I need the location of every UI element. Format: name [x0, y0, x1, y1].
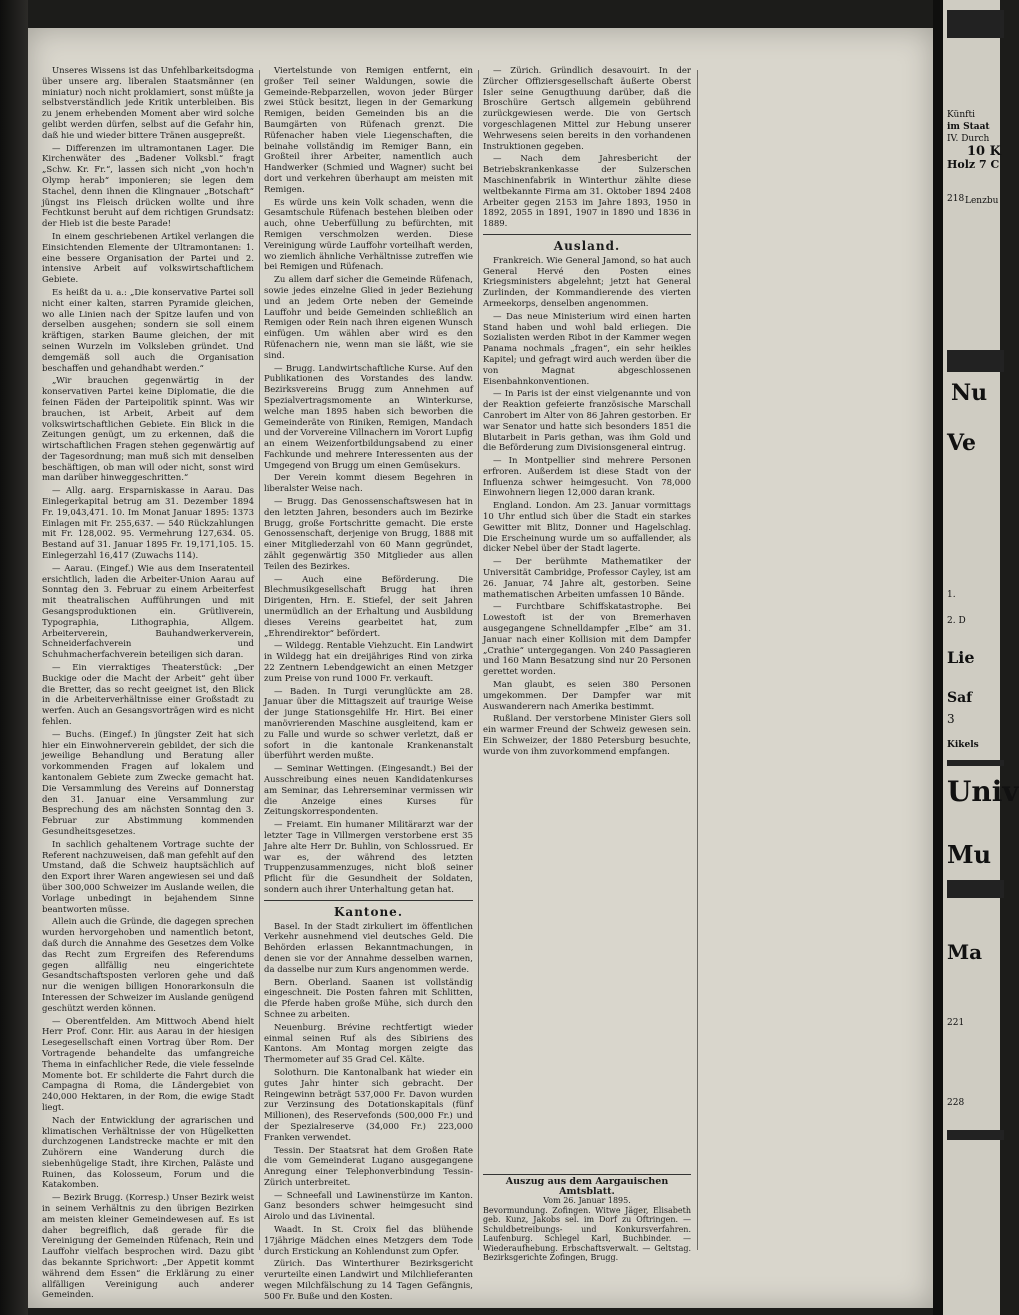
- ad-black-bar: [947, 880, 1004, 898]
- article-paragraph: Solothurn. Die Kantonalbank hat wieder ein gutes Jahr hinter sich gebracht. Der Reingewinn beträgt 537,000 Fr. Davon wurden zur Verzinsung des Dotationskapitals (fünf Millionen), des Reservefonds (500,000 Fr.) und der Spezialreserve (34,000 Fr.) 223,000 Franken verwendet.: [264, 1067, 473, 1143]
- article-paragraph: — Wildegg. Rentable Viehzucht. Ein Landwirt in Wildegg hat ein dreijähriges Rind von zirka 22 Zentnern Lebendgewicht an einen Metzger zum Preise von rund 1000 Fr. verkauft.: [264, 641, 473, 684]
- page-gutter: [933, 0, 943, 1315]
- strip-text: Künfti: [947, 110, 975, 120]
- article-paragraph: Der Verein kommt diesem Begehren in liberalster Weise nach.: [264, 473, 473, 495]
- article-paragraph: — Baden. In Turgi verunglückte am 28. Januar über die Mittagszeit auf traurige Weise der junge Stationsgehilfe Hr. Hirt. Bei einer manövrierenden Maschine ausgleitend, kam er zu Falle und wurde so schwer verletzt, daß er sofort in die kantonale Krankenanstalt überführt werden mußte.: [264, 686, 473, 762]
- column-2: [264, 66, 473, 1302]
- article-paragraph: Viertelstunde von Remigen entfernt, ein großer Teil seiner Waldungen, sowie die Gemeinde-Rebparzellen, wovon jeder Bürger zwei Stück besitzt, liegen in der Gemarkung Remigen, beiden Gemeinden bis an die Baumgärten von Rüfenach grenzt. Die Rüfenacher haben viele Liegenschaften, die beinahe vollständig im Remiger Bann, ein Großteil ihrer Arbeiter, namentlich auch Handwerker (Schmied und Wagner) sucht bei dort und verkehren überhaupt am meisten mit Remigen.: [264, 66, 473, 195]
- article-paragraph: — Bezirk Brugg. (Korresp.) Unser Bezirk weist in seinem Verhältnis zu den übrigen Bezirken am meisten kleiner Gemeindewesen auf. Es ist daher begreiflich, daß gerade für die Vereinigung der Gemeinden Rüfenach, Rein und Lauffohr vielfach besprochen wird. Dazu gibt das bekannte Sprichwort: „Der Appetit kommt während dem Essen“ die Erklärung zu einer allfälligen Vereinigung auch anderer Gemeinden.: [42, 1193, 254, 1301]
- article-paragraph: — Der berühmte Mathematiker der Universität Cambridge, Professor Cayley, ist am 26. Januar, 74 Jahre alt, gestorben. Seine mathematischen Arbeiten umfassen 10 Bände.: [483, 557, 691, 600]
- strip-text: Mu: [947, 840, 992, 869]
- strip-text: Lenzbu: [965, 196, 999, 206]
- strip-text: Ve: [947, 430, 977, 456]
- article-paragraph: Zu allem darf sicher die Gemeinde Rüfenach, sowie jedes einzelne Glied in jeder Beziehung und an jedem Orte neben der Gemeinde Lauffohr und beide Gemeinden schließlich an Remigen oder Rein nach ihren eigenen Wunsch einfügen. Um wählen aber wird es den Rüfenachern nie, wenn man sie läßt, wie sie sind.: [264, 275, 473, 361]
- article-paragraph: Unseres Wissens ist das Unfehlbarkeitsdogma über unsere arg. liberalen Staatsmänner (en miniatur) noch nicht proklamiert, sonst müßte ja selbstverständlich jede Kritik unterbleiben. Bis zu jenem erhebenden Moment aber wird solche gelibt werden dürfen, selbst auf die Gefahr hin, daß hie und wieder bittere Tränen ausgepreßt.: [42, 66, 254, 141]
- article-paragraph: — Das neue Ministerium wird einen harten Stand haben und wohl bald erliegen. Die Sozialisten werden Ribot in der Kammer wegen Panama nochmals „fragen“, ein sehr heikles Kapitel; und gefragt wird auch werden über die von Magnat abgeschlossenen Eisenbahnkonventionen.: [483, 311, 691, 387]
- strip-text: Lie: [947, 648, 975, 667]
- article-paragraph: — Ein vierraktiges Theaterstück: „Der Buckige oder die Macht der Arbeit“ geht über die Bretter, das so recht geeignet ist, den Blick in die Arbeiterverhältnisse einer Großstadt zu werfen. Auch an Gesangsvorträgen wird es nicht fehlen.: [42, 663, 254, 728]
- column-divider: [478, 70, 479, 1250]
- page-edge-left: [0, 0, 28, 1315]
- strip-text: im Staat: [947, 122, 990, 132]
- section-heading-ausland: Ausland.: [553, 238, 621, 253]
- ad-black-bar: [947, 1130, 1004, 1140]
- article-paragraph: Rußland. Der verstorbene Minister Giers soll ein warmer Freund der Schweiz gewesen sein. Ein Schweizer, der 1880 Petersburg besuchte, wurde von ihm zuvorkommend empfangen.: [483, 714, 691, 757]
- article-paragraph: — Furchtbare Schiffskatastrophe. Bei Lowestoft ist der von Bremerhaven ausgegangene Schnelldampfer „Elbe“ am 31. Januar nach einer Kollision mit dem Dampfer „Crathie“ untergegangen. Von 240 Passagieren und 160 Mann Besatzung sind nur 20 Personen gerettet worden.: [483, 602, 691, 678]
- strip-text: Holz 7 C: [947, 158, 1000, 171]
- strip-text: 2. D: [947, 616, 966, 626]
- article-paragraph: — Auch eine Beförderung. Die Blechmusikgesellschaft Brugg hat ihren Dirigenten, Hrn. E. Stiefel, der seit Jahren unermüdlich an der Erhaltung und Ausbildung dieses Vereins gearbeitet hat, zum „Ehrendirektor“ befördert.: [264, 574, 473, 639]
- adjacent-page-strip: [943, 0, 1019, 1315]
- article-paragraph: — Seminar Wettingen. (Eingesandt.) Bei der Ausschreibung eines neuen Kandidatenkurses am Seminar, das Lehrerseminar vermissen wir die Anzeige eines Kurses für Zeitungskorrespondenten.: [264, 764, 473, 818]
- article-paragraph: — Differenzen im ultramontanen Lager. Die Kirchenwäter des „Badener Volksbl.“ fragt „Schw. Kr. Fr.“, lassen sich nicht „von hoch'n Olymp herab“ imponieren; sie legen dem Stachel, denn ihnen die Klingnauer „Botschaft“ jüngst ins Fleisch drücken wollte und ihre Fechtkunst beruht auf dem richtigen Grundsatz: der Hieb ist die beste Parade!: [42, 143, 254, 230]
- article-paragraph: Es würde uns kein Volk schaden, wenn die Gesamtschule Rüfenach bestehen bleiben oder auch, ohne Ueberfüllung zu befürchten, mit Remigen verschmolzen werden. Diese Vereinigung würde Lauffohr vorteilhaft werden, wo ziemlich ähnliche Verhältnisse zutreffen wie bei Remigen und Rüfenach.: [264, 197, 473, 273]
- strip-text: Univ: [947, 775, 1019, 808]
- strip-text: 228: [947, 1098, 965, 1108]
- strip-text: Nu: [951, 380, 988, 406]
- article-paragraph: Es heißt da u. a.: „Die konservative Partei soll nicht einer kalten, starren Pyramide gleichen, wo alle Linien nach der Spitze laufen und von derselben ausgehen; sondern sie soll einem kräftigen, starken Baume gleichen, der mit seinen Wurzeln im Volksleben gründet. Und demgemäß soll auch die Organisation beschaffen und gehandhabt werden.“: [42, 287, 254, 374]
- strip-text: Ma: [947, 940, 983, 964]
- article-paragraph: Zürich. Das Winterthurer Bezirksgericht verurteilte einen Landwirt und Milchlieferanten wegen Milchfälschung zu 14 Tagen Gefängnis, 500 Fr. Buße und den Kosten.: [264, 1259, 473, 1302]
- article-paragraph: Nach der Entwicklung der agrarischen und klimatischen Verhältnisse der von Hügelketten durchzogenen Landstrecke machte er mit den Zuhörern eine Wanderung durch die siebenhügelige Stadt, ihre Kirchen, Paläste und Ruinen, das Kolosseum, Forum und die Katakomben.: [42, 1115, 254, 1191]
- column-divider: [259, 70, 260, 1250]
- article-paragraph: — Aarau. (Eingef.) Wie aus dem Inseratenteil ersichtlich, laden die Arbeiter-Union Aarau auf Sonntag den 3. Februar zu einem Arbeiterfest mit theatralischen Aufführungen und mit Gesangsproduktionen ein. Grütliverein, Typographia, Lithographia, Allgem. Arbeiterverein, Bauhandwerkerverein, Schneiderfachverein und Schuhmacherfachverein beteiligen sich daran.: [42, 563, 254, 661]
- article-paragraph: Neuenburg. Brévine rechtfertigt wieder einmal seinen Ruf als des Sibiriens des Kantons. Am Montag morgen zeigte das Thermometer auf 35 Grad Cel. Kälte.: [264, 1022, 473, 1066]
- column-3: [483, 66, 691, 1164]
- ad-black-bar: [947, 10, 1004, 38]
- article-paragraph: Bern. Oberland. Saanen ist vollständig eingeschneit. Die Posten fahren mit Schlitten, die Pferde haben große Mühe, sich durch den Schnee zu arbeiten.: [264, 977, 473, 1020]
- article-paragraph: — Nach dem Jahresbericht der Betriebskrankenkasse der Sulzerschen Maschinenfabrik in Winterthur zählte diese weltbekannte Firma am 31. Oktober 1894 2408 Arbeiter gegen 2153 im Jahre 1893, 1950 in 1892, 2055 in 1891, 1907 in 1890 und 1836 in 1889.: [483, 154, 691, 230]
- strip-text: 10 K: [967, 144, 1001, 159]
- strip-text: IV. Durch: [947, 134, 990, 144]
- article-paragraph: Basel. In der Stadt zirkuliert im öffentlichen Verkehr ausnehmend viel deutsches Geld. Die Behörden erlassen Bekanntmachungen, in denen sie vor der Annahme desselben warnen, da dasselbe nur zum Kurs angenommen werde.: [264, 921, 473, 975]
- article-paragraph: Frankreich. Wie General Jamond, so hat auch General Hervé den Posten eines Kriegsministers abgelehnt; jetzt hat General Zurlinden, der Kommandierende des vierten Armeekorps, denselben angenommen.: [483, 255, 691, 309]
- section-rule: [264, 900, 473, 901]
- article-paragraph: — Brugg. Das Genossenschaftswesen hat in den letzten Jahren, besonders auch im Bezirke Brugg, große Fortschritte gemacht. Die erste Genossenschaft, derjenige von Brugg, 1888 mit einer Mitgliederzahl von 60 Mann gegründet, zählt gegenwärtig 350 Mitglieder aus allen Teilen des Bezirkes.: [264, 497, 473, 572]
- section-rule: [483, 234, 691, 235]
- article-paragraph: — Buchs. (Eingef.) In jüngster Zeit hat sich hier ein Einwohnerverein gebildet, der sich die jeweilige Behandlung und Beratung aller vorkommenden Fragen auf lokalem und kantonalem Gebiete zum Zwecke gemacht hat. Die Versammlung des Vereins auf Donnerstag den 31. Januar eine Versammlung zur Besprechung des am nächsten Sonntag den 3. Februar zur Abstimmung kommenden Gesundheitsgesetzes.: [42, 729, 254, 837]
- article-paragraph: Man glaubt, es seien 380 Personen umgekommen. Der Dampfer war mit Auswanderern nach Amerika bestimmt.: [483, 680, 691, 712]
- amtsblatt-text: Bevormundung. Zofingen. Witwe Jäger, Elisabeth geb. Kunz, Jakobs sel. im Dorf zu Oftringen. — Schuldbetreibungs- und Konkursverfahren. Laufenburg. Schlegel Karl, Buchbinder. — Wiederaufhebung. Erbschaftsverwalt. — Geltstag. Bezirksgerichte Zofingen, Brugg.: [483, 1205, 691, 1262]
- article-paragraph: In einem geschriebenen Artikel verlangen die Einsichtenden Elemente der Ultramontanen: 1. eine bessere Organisation der Partei und 2. intensive Arbeit auf volkswirtschaftlichem Gebiete.: [42, 231, 254, 286]
- strip-text: 221: [947, 1018, 965, 1028]
- section-rule: [483, 1174, 691, 1175]
- article-paragraph: Tessin. Der Staatsrat hat dem Großen Rate die vom Gemeinderat Lugano ausgegangene Anregung einer Telephonverbindung Tessin-Zürich unterbreitet.: [264, 1145, 473, 1188]
- article-paragraph: „Wir brauchen gegenwärtig in der konservativen Partei keine Diplomatie, die die feinen Fäden der Parteipolitik spinnt. Was wir brauchen, ist Arbeit, Arbeit auf dem volkswirtschaftlichen Gebiete. Ein Blick in die Zeitungen genügt, um zu erkennen, daß die wirtschaftlichen Fragen stehen gegenwärtig auf der Tagesordnung; man muß sich mit denselben beschäftigen, ob man will oder nicht, sonst wird man darüber hinweggeschritten.“: [42, 376, 254, 484]
- amtsblatt-date: Vom 26. Januar 1895.: [543, 1196, 631, 1205]
- article-paragraph: — Brugg. Landwirtschaftliche Kurse. Auf den Publikationen des Vorstandes des landw. Bezirksvereins Brugg zum Annehmen auf Spezialvertragsmomente an Winterkurse, welche man 1895 haben sich beworben die Gemeinderäte von Riniken, Remigen, Mandach und der Vorvereine Villnachern im Vorort Lupfig an einem Weizenfortbildungsabend zu einer Fachkunde und mehrere Interessenten aus der Umgegend von Brugg um einen Gemüsekurs.: [264, 363, 473, 471]
- article-paragraph: Allein auch die Gründe, die dagegen sprechen wurden hervorgehoben und namentlich betont, daß durch die Annahme des Gesetzes dem Volke das Recht zum Ergreifen des Referendums gegen allfällig neu eingerichtete Gesandtschaftsposten verloren gehe und daß nur die wenigen billigen Honorarkonsuln die Interessen der Schweizer im Auslande genügend geschützt werden können.: [42, 917, 254, 1014]
- strip-text: 218: [947, 194, 965, 204]
- article-paragraph: In sachlich gehaltenem Vortrage suchte der Referent nachzuweisen, daß man gefehlt auf den Umstand, daß die Schweiz hauptsächlich auf den Export ihrer Waren angewiesen sei und daß über 300,000 Schweizer im Auslande weilen, die Vorlage unbedingt in bejahendem Sinne beantworten müsse.: [42, 839, 254, 915]
- strip-text: 1.: [947, 590, 956, 600]
- article-paragraph: — Allg. aarg. Ersparniskasse in Aarau. Das Einlegerkapital betrug am 31. Dezember 1894 Fr. 19,043,471. 10. Im Monat Januar 1895: 1373 Einlagen mit Fr. 255,637. — 540 Rückzahlungen mit Fr. 128,002. 95. Vermehrung 127,634. 05. Bestand auf 31. Januar 1895 Fr. 19,171,105. 15. Einlegerzahl 16,417 (Zuwachs 114).: [42, 486, 254, 562]
- article-paragraph: — Freiamt. Ein humaner Militärarzt war der letzter Tage in Villmergen verstorbene erst 35 Jahre alte Herr Dr. Buhlin, von Schlossrued. Er war es, der während des letzten Truppenzusammenzuges, nicht bloß seiner Pflicht für die Gesundheit der Soldaten, sondern auch ihrer Unterhaltung getan hat.: [264, 820, 473, 895]
- article-paragraph: — Oberentfelden. Am Mittwoch Abend hielt Herr Prof. Conr. Hir. aus Aarau in der hiesigen Lesegesellschaft einen Vortrag über Rom. Der Vortragende behandelte das umfangreiche Thema in einfachlicher Rede, die viele fesselnde Momente bot. Er schilderte die Fahrt durch die Campagna di Roma, die Ländergebiet von 240,000 Hektaren, in der Rom, die ewige Stadt liegt.: [42, 1016, 254, 1113]
- amtsblatt-section: [483, 1172, 691, 1263]
- article-paragraph: Waadt. In St. Croix fiel das blühende 17jährige Mädchen eines Metzgers dem Tode durch Erstickung an Kohlendunst zum Opfer.: [264, 1225, 473, 1257]
- article-paragraph: — In Montpellier sind mehrere Personen erfroren. Außerdem ist diese Stadt von der Influenza schwer heimgesucht. Von 78,000 Einwohnern liegen 12,000 daran krank.: [483, 456, 691, 499]
- amtsblatt-title: Auszug aus dem Aargauischen Amtsblatt.: [505, 1176, 669, 1197]
- strip-text: Kikels: [947, 740, 979, 750]
- section-heading-kantone: Kantone.: [333, 904, 403, 919]
- strip-text: Saf: [947, 690, 973, 706]
- strip-text: 3: [947, 712, 955, 726]
- column-divider: [697, 70, 698, 1250]
- column-1: [42, 66, 254, 1301]
- ad-black-bar: [947, 760, 1004, 766]
- article-paragraph: — Zürich. Gründlich desavouirt. In der Zürcher Offiziersgesellschaft äußerte Oberst Isler seine Genugthuung darüber, daß die Broschüre Gertsch allgemein gebührend zurückgewiesen werde. Die von Gertsch vorgeschlagenen Mittel zur Hebung unserer Wehrwesens seien bereits in den vorhandenen Instruktionen gegeben.: [483, 66, 691, 152]
- article-paragraph: — In Paris ist der einst vielgenannte und von der Reaktion gefeierte französische Marschall Canrobert im Alter von 86 Jahren gestorben. Er war Senator und hatte sich besonders 1851 die Blutarbeit in Paris gethan, was ihm Gold und die Beförderung zum Divisionsgeneral eintrug.: [483, 389, 691, 454]
- article-paragraph: England. London. Am 23. Januar vormittags 10 Uhr entlud sich über die Stadt ein starkes Gewitter mit Blitz, Donner und Hagelschlag. Die Erscheinung wurde um so auffallender, als dicker Nebel über der Stadt lagerte.: [483, 501, 691, 555]
- article-paragraph: — Schneefall und Lawinenstürze im Kanton. Ganz besonders schwer heimgesucht sind Airolo und das Livinental.: [264, 1190, 473, 1223]
- ad-black-bar: [947, 350, 1004, 372]
